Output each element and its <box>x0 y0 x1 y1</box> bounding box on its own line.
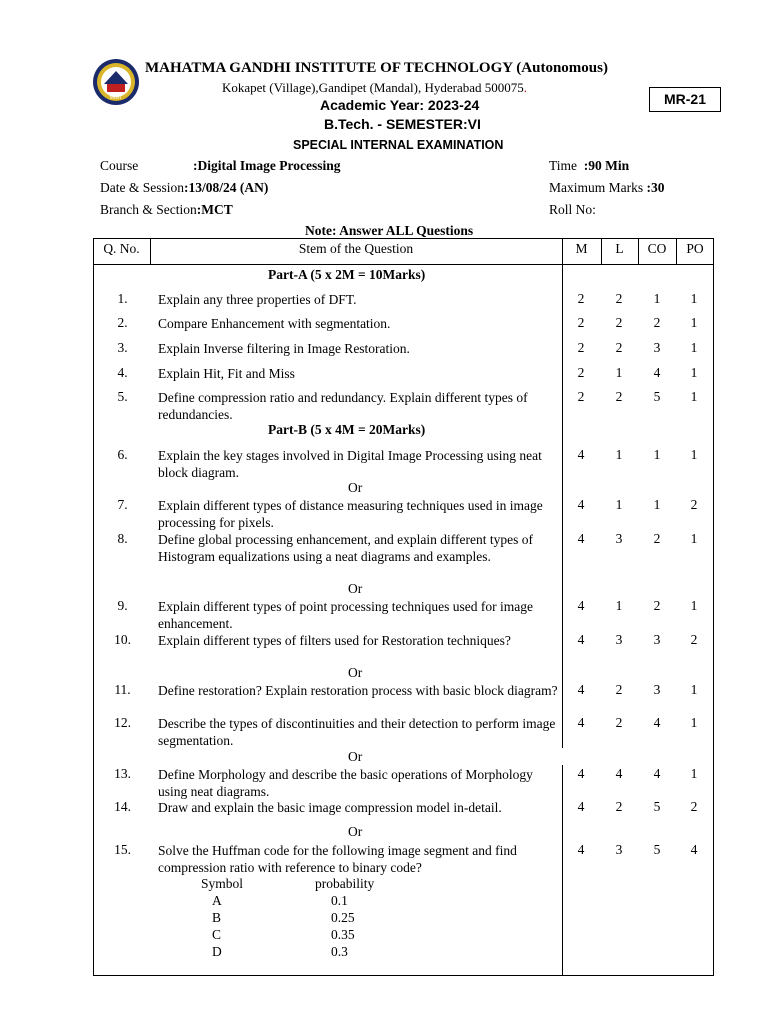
question-marks: 4 <box>577 598 585 613</box>
question-co: 4 <box>653 766 661 781</box>
question-po: 1 <box>690 365 698 380</box>
huffman-probability: 0.1 <box>331 893 348 908</box>
question-text: Compare Enhancement with segmentation. <box>158 316 391 331</box>
or-separator: Or <box>348 749 363 764</box>
question-co: 4 <box>653 715 661 730</box>
course-value: :Digital Image Processing <box>193 158 341 173</box>
question-number: 3. <box>117 340 128 355</box>
huffman-probability: 0.25 <box>331 910 355 925</box>
question-po: 1 <box>690 291 698 306</box>
question-marks: 4 <box>577 682 585 697</box>
question-po: 1 <box>690 715 698 730</box>
question-co: 1 <box>653 291 661 306</box>
question-co: 3 <box>653 632 661 647</box>
question-marks: 4 <box>577 447 585 462</box>
question-co: 1 <box>653 497 661 512</box>
exam-title: SPECIAL INTERNAL EXAMINATION <box>293 138 504 152</box>
question-co: 5 <box>653 842 661 857</box>
question-marks: 2 <box>577 340 585 355</box>
question-po: 2 <box>690 632 698 647</box>
huffman-prob-header: probability <box>315 876 375 891</box>
question-number: 10. <box>114 632 131 647</box>
question-marks: 4 <box>577 531 585 546</box>
question-marks: 2 <box>577 365 585 380</box>
col-header-co: CO <box>647 241 667 256</box>
question-marks: 4 <box>577 799 585 814</box>
col-header-m: M <box>575 241 588 256</box>
question-marks: 4 <box>577 497 585 512</box>
question-po: 1 <box>690 340 698 355</box>
question-level: 1 <box>615 365 623 380</box>
question-co: 4 <box>653 365 661 380</box>
question-po: 2 <box>690 497 698 512</box>
or-separator: Or <box>348 824 363 839</box>
question-text: Explain different types of distance measuring techniques used in image processing for pixels. <box>158 498 543 530</box>
time: Time :90 Min <box>549 158 630 173</box>
question-po: 4 <box>690 842 698 857</box>
institute-name: MAHATMA GANDHI INSTITUTE OF TECHNOLOGY (Autonomous) <box>145 60 608 76</box>
institute-address: Kokapet (Village),Gandipet (Mandal), Hyderabad 500075. <box>222 80 527 95</box>
question-co: 2 <box>653 598 661 613</box>
or-separator: Or <box>348 581 363 596</box>
academic-year: Academic Year: 2023-24 <box>320 97 480 113</box>
question-co: 2 <box>653 531 661 546</box>
question-text: Explain the key stages involved in Digital Image Processing using neat block diagram. <box>158 448 542 480</box>
question-co: 1 <box>653 447 661 462</box>
question-text: Explain different types of filters used for Restoration techniques? <box>158 633 511 648</box>
or-separator: Or <box>348 665 363 680</box>
question-number: 9. <box>117 598 128 613</box>
question-marks: 2 <box>577 291 585 306</box>
question-co: 3 <box>653 340 661 355</box>
question-po: 1 <box>690 389 698 404</box>
branch-section: Branch & Section:MCT <box>100 202 233 217</box>
question-level: 2 <box>615 315 623 330</box>
question-text: Explain Hit, Fit and Miss <box>158 366 295 381</box>
question-level: 2 <box>615 682 623 697</box>
question-level: 2 <box>615 799 623 814</box>
question-co: 5 <box>653 799 661 814</box>
question-number: 11. <box>114 682 131 697</box>
question-level: 2 <box>615 389 623 404</box>
huffman-probability: 0.35 <box>331 927 355 942</box>
question-co: 3 <box>653 682 661 697</box>
question-marks: 2 <box>577 315 585 330</box>
question-level: 1 <box>615 447 623 462</box>
question-marks: 4 <box>577 842 585 857</box>
question-text: Describe the types of discontinuities and their detection to perform image segmentation. <box>158 716 556 748</box>
huffman-symbol: D <box>212 944 222 959</box>
question-level: 2 <box>615 340 623 355</box>
institute-logo <box>92 58 140 106</box>
question-marks: 4 <box>577 715 585 730</box>
question-po: 1 <box>690 682 698 697</box>
question-number: 2. <box>117 315 128 330</box>
question-number: 1. <box>117 291 128 306</box>
note: Note: Answer ALL Questions <box>305 223 474 238</box>
question-number: 7. <box>117 497 128 512</box>
question-po: 1 <box>690 598 698 613</box>
question-number: 6. <box>117 447 128 462</box>
question-text: Explain different types of point processing techniques used for image enhancement. <box>158 599 534 631</box>
question-level: 3 <box>615 632 623 647</box>
or-separator: Or <box>348 480 363 495</box>
question-co: 5 <box>653 389 661 404</box>
question-level: 3 <box>615 842 623 857</box>
question-level: 1 <box>615 497 623 512</box>
col-header-qno: Q. No. <box>103 241 140 256</box>
max-marks: Maximum Marks :30 <box>549 180 665 195</box>
question-po: 2 <box>690 799 698 814</box>
question-po: 1 <box>690 766 698 781</box>
col-header-l: L <box>615 241 624 256</box>
part-b-heading: Part-B (5 x 4M = 20Marks) <box>268 422 426 437</box>
question-text: Define restoration? Explain restoration process with basic block diagram? <box>158 683 558 698</box>
col-header-po: PO <box>686 241 704 256</box>
question-level: 2 <box>615 715 623 730</box>
question-marks: 4 <box>577 766 585 781</box>
question-number: 8. <box>117 531 128 546</box>
question-text: Define global processing enhancement, and explain different types of Histogram equalizations using a neat diagrams and examples. <box>158 532 533 564</box>
question-text: Define Morphology and describe the basic operations of Morphology using neat diagrams. <box>158 767 533 799</box>
table-header-divider <box>93 264 714 265</box>
question-po: 1 <box>690 447 698 462</box>
question-marks: 2 <box>577 389 585 404</box>
question-po: 1 <box>690 315 698 330</box>
question-number: 12. <box>114 715 131 730</box>
svg-text:MGIT: MGIT <box>109 95 123 101</box>
question-co: 2 <box>653 315 661 330</box>
roll-no: Roll No: <box>549 202 596 217</box>
question-number: 14. <box>114 799 131 814</box>
part-a-heading: Part-A (5 x 2M = 10Marks) <box>268 267 426 282</box>
program-semester: B.Tech. - SEMESTER:VI <box>324 116 481 132</box>
question-text: Define compression ratio and redundancy. Explain different types of redundancies. <box>158 390 528 422</box>
question-text: Explain Inverse filtering in Image Restoration. <box>158 341 410 356</box>
course-label: Course <box>100 158 139 173</box>
question-level: 1 <box>615 598 623 613</box>
col-divider <box>562 765 563 976</box>
question-text: Solve the Huffman code for the following image segment and find compression ratio with reference to binary code? <box>158 843 517 875</box>
question-level: 3 <box>615 531 623 546</box>
question-text: Explain any three properties of DFT. <box>158 292 357 307</box>
regulation-badge: MR-21 <box>649 87 721 112</box>
huffman-symbol: B <box>212 910 222 925</box>
question-po: 1 <box>690 531 698 546</box>
huffman-symbol: C <box>212 927 222 942</box>
question-level: 4 <box>615 766 623 781</box>
question-level: 2 <box>615 291 623 306</box>
question-text: Draw and explain the basic image compression model in-detail. <box>158 800 502 815</box>
col-header-stem: Stem of the Question <box>298 241 414 256</box>
question-number: 5. <box>117 389 128 404</box>
question-number: 4. <box>117 365 128 380</box>
question-number: 13. <box>114 766 131 781</box>
date-session: Date & Session:13/08/24 (AN) <box>100 180 269 195</box>
huffman-symbol-header: Symbol <box>201 876 244 891</box>
huffman-probability: 0.3 <box>331 944 348 959</box>
question-number: 15. <box>114 842 131 857</box>
huffman-symbol: A <box>212 893 222 908</box>
question-marks: 4 <box>577 632 585 647</box>
